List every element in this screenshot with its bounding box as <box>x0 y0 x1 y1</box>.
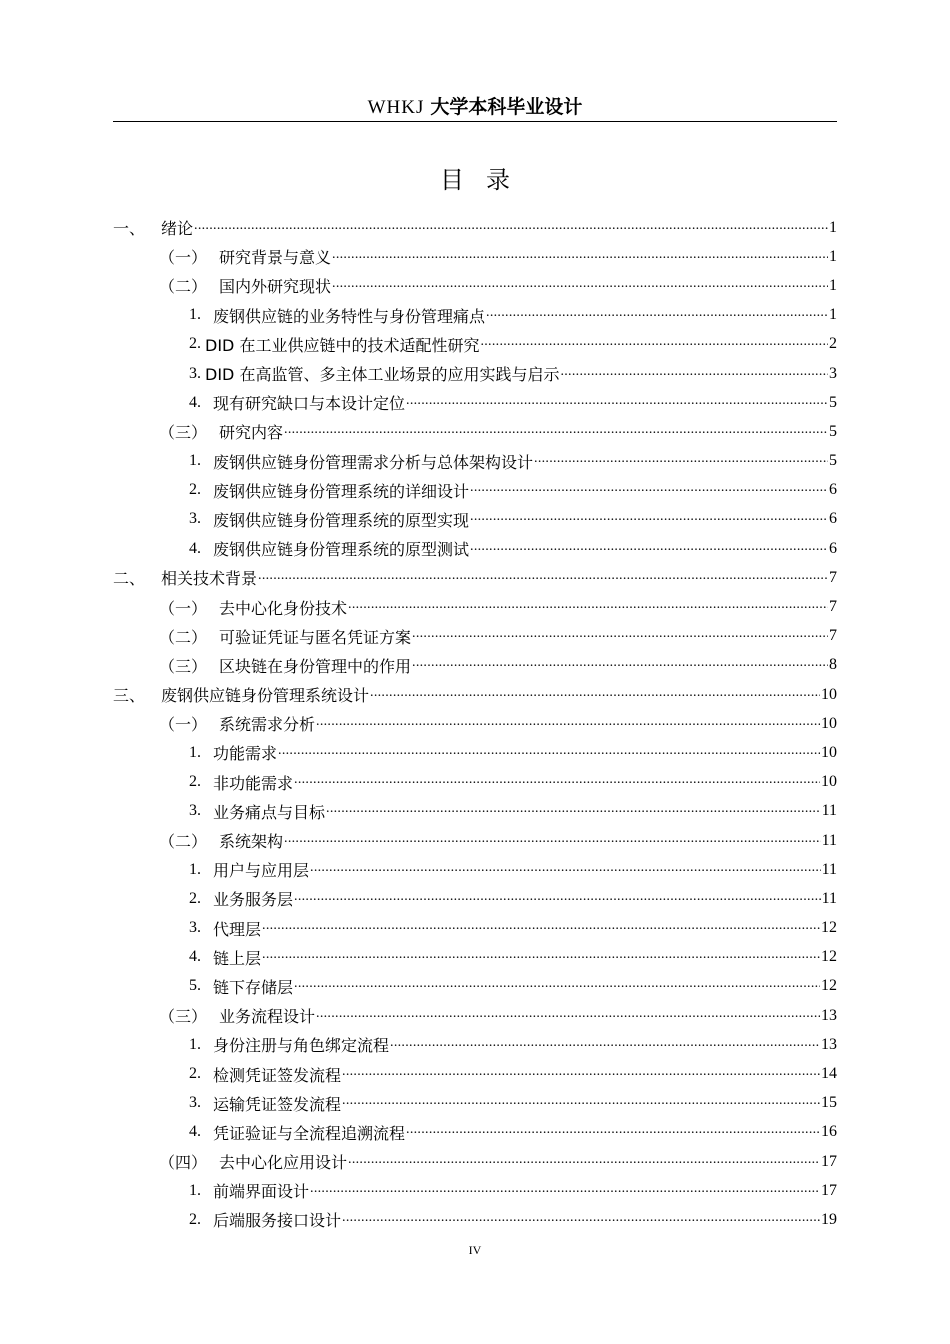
toc-entry-page: 12 <box>821 977 837 995</box>
page-number: IV <box>468 1243 482 1257</box>
toc-entry[interactable] <box>113 884 837 913</box>
toc-leader-dots <box>326 802 821 820</box>
toc-entry-page: 11 <box>821 831 837 849</box>
table-of-contents <box>113 213 837 1235</box>
toc-leader-dots <box>406 1123 820 1141</box>
toc-leader-dots <box>284 832 821 850</box>
toc-entry-number: （三） <box>159 423 208 443</box>
toc-entry[interactable] <box>113 592 837 621</box>
toc-entry-page: 7 <box>829 598 837 616</box>
toc-entry[interactable] <box>113 330 837 359</box>
toc-entry[interactable] <box>113 943 837 972</box>
toc-entry[interactable] <box>113 242 837 271</box>
toc-entry[interactable] <box>113 709 837 738</box>
toc-entry-page: 1 <box>829 276 837 294</box>
toc-entry-page: 13 <box>821 1035 837 1053</box>
toc-entry-title: 绪论 <box>161 219 194 239</box>
toc-entry[interactable] <box>113 914 837 943</box>
toc-entry[interactable] <box>113 826 837 855</box>
toc-entry-page: 7 <box>829 568 837 586</box>
toc-leader-dots <box>294 977 820 995</box>
toc-entry-title: 废钢供应链身份管理需求分析与总体架构设计 <box>213 452 534 472</box>
toc-entry-title: 废钢供应链的业务特性与身份管理痛点 <box>213 306 486 326</box>
toc-entry[interactable] <box>113 388 837 417</box>
toc-entry[interactable] <box>113 1030 837 1059</box>
toc-entry-number: （一） <box>159 598 208 618</box>
toc-leader-dots <box>480 335 828 353</box>
toc-entry-title: 身份注册与角色绑定流程 <box>213 1036 390 1056</box>
toc-entry-number: 1. <box>189 860 201 878</box>
toc-entry-number: 2. <box>189 481 201 499</box>
toc-entry-number: （二） <box>159 832 208 852</box>
toc-leader-dots <box>470 540 828 558</box>
toc-leader-dots <box>560 365 828 383</box>
toc-entry[interactable] <box>113 855 837 884</box>
toc-entry-title: 业务服务层 <box>213 890 294 910</box>
toc-entry[interactable] <box>113 534 837 563</box>
toc-entry[interactable] <box>113 972 837 1001</box>
toc-entry-title: 业务痛点与目标 <box>213 802 326 822</box>
toc-entry-title: 国内外研究现状 <box>219 277 332 297</box>
page-header <box>113 93 837 121</box>
toc-entry-number: 3. <box>189 364 201 382</box>
toc-leader-dots <box>342 1211 820 1229</box>
toc-entry-number: （一） <box>159 715 208 735</box>
toc-entry-page: 8 <box>829 656 837 674</box>
toc-leader-dots <box>262 948 820 966</box>
toc-entry-number: 1. <box>189 1181 201 1199</box>
toc-entry-page: 11 <box>821 860 837 878</box>
toc-entry-number: 1. <box>189 452 201 470</box>
toc-leader-dots <box>262 919 820 937</box>
toc-leader-dots <box>332 248 828 266</box>
toc-entry-number: 1. <box>189 306 201 324</box>
toc-entry-page: 1 <box>829 247 837 265</box>
toc-entry[interactable] <box>113 417 837 446</box>
toc-entry-page: 11 <box>821 802 837 820</box>
toc-entry-page: 14 <box>821 1065 837 1083</box>
toc-entry-number: 2. <box>189 889 201 907</box>
toc-entry-page: 6 <box>829 510 837 528</box>
toc-entry-title: 去中心化身份技术 <box>219 598 348 618</box>
toc-entry-title: 废钢供应链身份管理系统的原型实现 <box>213 510 470 530</box>
toc-leader-dots <box>486 306 828 324</box>
toc-entry-page: 17 <box>821 1152 837 1170</box>
header-rule <box>113 121 837 122</box>
toc-entry-title: 检测凭证签发流程 <box>213 1065 342 1085</box>
toc-leader-dots <box>406 394 828 412</box>
toc-entry-title: 现有研究缺口与本设计定位 <box>213 394 406 414</box>
toc-entry-page: 11 <box>821 889 837 907</box>
toc-entry-number: 二、 <box>113 569 146 589</box>
toc-entry-number: 4. <box>189 539 201 557</box>
toc-leader-dots <box>534 452 828 470</box>
toc-entry-page: 12 <box>821 948 837 966</box>
toc-entry-number: 3. <box>189 802 201 820</box>
toc-entry[interactable] <box>113 680 837 709</box>
toc-entry-page: 12 <box>821 919 837 937</box>
toc-leader-dots <box>342 1094 820 1112</box>
toc-entry-page: 1 <box>829 218 837 236</box>
toc-entry-number: 2. <box>189 1065 201 1083</box>
toc-entry-title: 可验证凭证与匿名凭证方案 <box>219 627 412 647</box>
toc-entry[interactable] <box>113 797 837 826</box>
toc-entry-page: 2 <box>829 335 837 353</box>
toc-leader-dots <box>390 1036 820 1054</box>
toc-leader-dots <box>258 569 828 587</box>
toc-entry-number: 1. <box>189 743 201 761</box>
toc-entry-page: 6 <box>829 539 837 557</box>
toc-entry-title: 业务流程设计 <box>219 1007 316 1027</box>
toc-entry-title: 运输凭证签发流程 <box>213 1094 342 1114</box>
toc-entry-number: 3. <box>189 919 201 937</box>
toc-entry-title: 用户与应用层 <box>213 861 310 881</box>
toc-entry-number: （三） <box>159 656 208 676</box>
toc-entry-number: （三） <box>159 1007 208 1027</box>
toc-entry[interactable] <box>113 1147 837 1176</box>
toc-entry-page: 10 <box>821 773 837 791</box>
toc-entry[interactable] <box>113 1176 837 1205</box>
toc-entry-page: 10 <box>821 714 837 732</box>
toc-entry-number: （二） <box>159 627 208 647</box>
toc-entry-number: 4. <box>189 1123 201 1141</box>
toc-entry-number: （四） <box>159 1153 208 1173</box>
toc-entry-number: 2. <box>189 1210 201 1228</box>
toc-leader-dots <box>348 1153 820 1171</box>
toc-entry-title: 研究内容 <box>219 423 284 443</box>
toc-entry[interactable] <box>113 1001 837 1030</box>
toc-entry-number: 1. <box>189 1035 201 1053</box>
toc-leader-dots <box>412 656 828 674</box>
toc-entry-page: 7 <box>829 627 837 645</box>
toc-entry-title: 废钢供应链身份管理系统设计 <box>161 686 370 706</box>
toc-entry-title: 系统需求分析 <box>219 715 316 735</box>
toc-entry-title: 区块链在身份管理中的作用 <box>219 656 412 676</box>
toc-entry-number: （一） <box>159 248 208 268</box>
toc-entry-number: 4. <box>189 393 201 411</box>
toc-entry[interactable] <box>113 738 837 767</box>
toc-entry[interactable] <box>113 563 837 592</box>
toc-leader-dots <box>316 1007 820 1025</box>
toc-entry-title: 研究背景与意义 <box>219 248 332 268</box>
toc-entry-title: DID 在工业供应链中的技术适配性研究 <box>205 335 480 355</box>
toc-leader-dots <box>310 861 821 879</box>
toc-entry-title: 非功能需求 <box>213 773 294 793</box>
toc-entry-page: 5 <box>829 393 837 411</box>
toc-entry-page: 6 <box>829 481 837 499</box>
toc-entry-title: 废钢供应链身份管理系统的详细设计 <box>213 481 470 501</box>
toc-leader-dots <box>342 1065 820 1083</box>
toc-entry-title: 功能需求 <box>213 744 278 764</box>
toc-leader-dots <box>370 686 820 704</box>
toc-title: 目录 <box>440 166 532 194</box>
toc-entry-number: 2. <box>189 773 201 791</box>
toc-leader-dots <box>348 598 828 616</box>
toc-entry[interactable] <box>113 359 837 388</box>
toc-entry[interactable] <box>113 447 837 476</box>
toc-entry[interactable] <box>113 768 837 797</box>
toc-leader-dots <box>332 277 828 295</box>
toc-entry-page: 19 <box>821 1210 837 1228</box>
toc-entry-page: 10 <box>821 743 837 761</box>
toc-entry-page: 16 <box>821 1123 837 1141</box>
toc-entry[interactable] <box>113 1089 837 1118</box>
toc-entry-title: 相关技术背景 <box>161 569 258 589</box>
toc-entry-page: 5 <box>829 452 837 470</box>
toc-leader-dots <box>316 715 820 733</box>
toc-entry-title: 代理层 <box>213 919 262 939</box>
toc-entry-page: 1 <box>829 306 837 324</box>
toc-leader-dots <box>412 627 828 645</box>
toc-leader-dots <box>470 510 828 528</box>
toc-entry-title: 后端服务接口设计 <box>213 1211 342 1231</box>
toc-entry[interactable] <box>113 1118 837 1147</box>
toc-entry[interactable] <box>113 505 837 534</box>
toc-leader-dots <box>278 744 820 762</box>
toc-entry-number: 4. <box>189 948 201 966</box>
toc-entry[interactable] <box>113 622 837 651</box>
toc-entry-title: 链下存储层 <box>213 977 294 997</box>
toc-entry[interactable] <box>113 476 837 505</box>
toc-entry-page: 13 <box>821 1006 837 1024</box>
toc-entry[interactable] <box>113 1059 837 1088</box>
toc-entry[interactable] <box>113 301 837 330</box>
toc-entry-page: 10 <box>821 685 837 703</box>
toc-leader-dots <box>194 219 828 237</box>
toc-entry-page: 15 <box>821 1094 837 1112</box>
toc-entry-number: 三、 <box>113 686 146 706</box>
header-document-type: 大学本科毕业设计 <box>430 96 583 118</box>
toc-entry-title: 前端界面设计 <box>213 1182 310 1202</box>
toc-entry[interactable] <box>113 651 837 680</box>
toc-entry-number: 一、 <box>113 219 146 239</box>
toc-entry-page: 3 <box>829 364 837 382</box>
toc-leader-dots <box>294 890 821 908</box>
toc-entry-page: 5 <box>829 422 837 440</box>
toc-entry[interactable] <box>113 213 837 242</box>
toc-entry-title: 链上层 <box>213 948 262 968</box>
toc-leader-dots <box>470 481 828 499</box>
toc-leader-dots <box>310 1182 820 1200</box>
toc-entry-title: 凭证验证与全流程追溯流程 <box>213 1123 406 1143</box>
toc-entry[interactable] <box>113 1205 837 1234</box>
toc-entry-title: 去中心化应用设计 <box>219 1153 348 1173</box>
toc-entry-number: 2. <box>189 335 201 353</box>
toc-entry-number: 3. <box>189 510 201 528</box>
toc-leader-dots <box>284 423 828 441</box>
header-school-abbrev: WHKJ <box>367 97 425 118</box>
toc-entry-page: 17 <box>821 1181 837 1199</box>
toc-entry-title: 废钢供应链身份管理系统的原型测试 <box>213 540 470 560</box>
toc-entry[interactable] <box>113 271 837 300</box>
toc-leader-dots <box>294 773 820 791</box>
toc-entry-number: 3. <box>189 1094 201 1112</box>
toc-entry-number: 5. <box>189 977 201 995</box>
toc-entry-number: （二） <box>159 277 208 297</box>
toc-entry-title: DID 在高监管、多主体工业场景的应用实践与启示 <box>205 365 560 385</box>
toc-entry-title: 系统架构 <box>219 832 284 852</box>
